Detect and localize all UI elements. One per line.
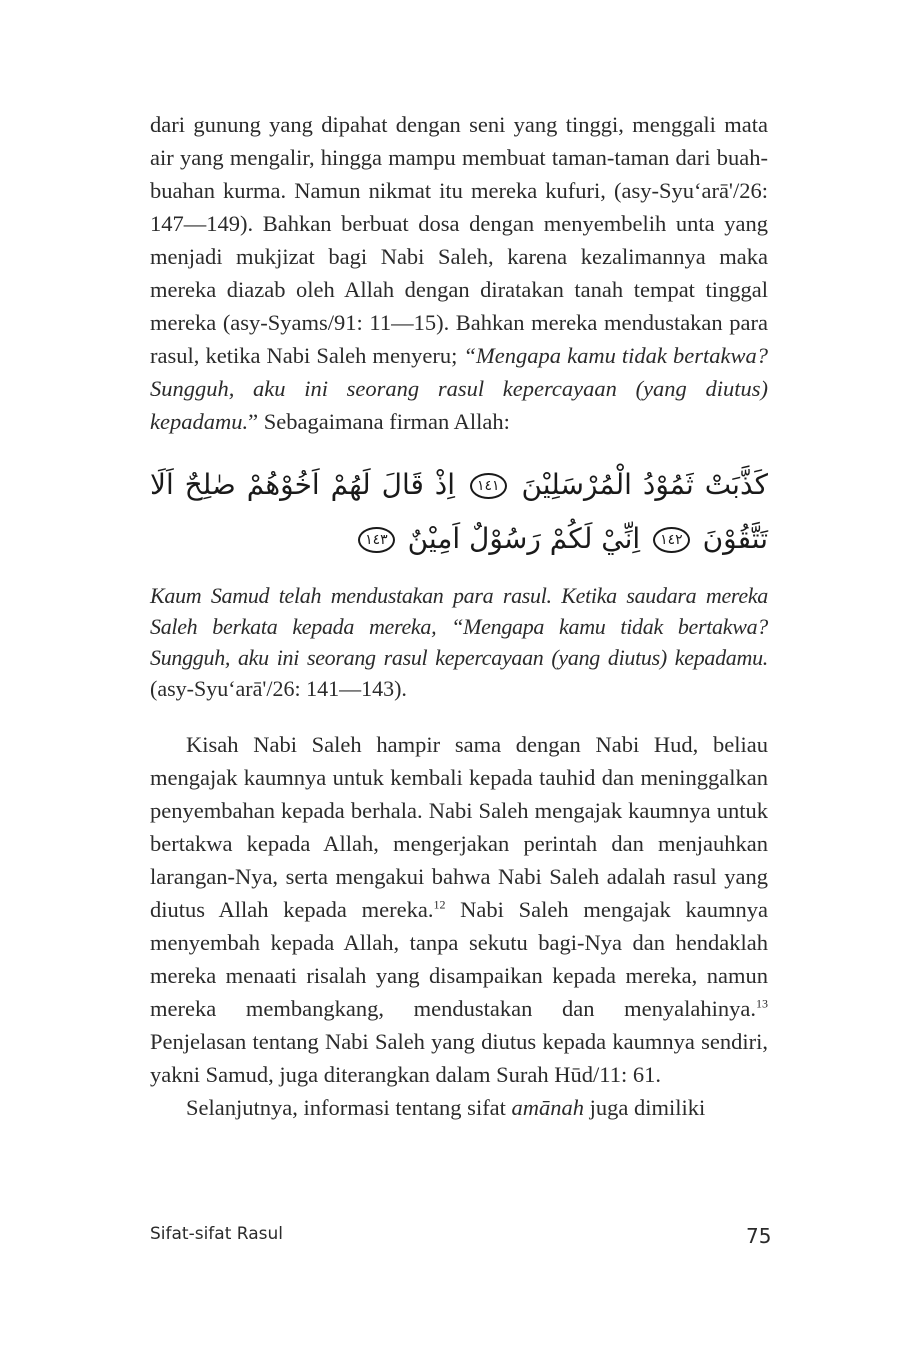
paragraph-3-text-2: juga dimiliki (584, 1095, 706, 1120)
paragraph-1 (150, 108, 768, 438)
paragraph-2-text-1: Kisah Nabi Saleh hampir sama dengan Nabi Hud, beliau mengajak kaumnya untuk kembali kepada tauhid dan meninggalkan penyembahan kepada berhala. Nabi Saleh mengajak kaumnya untuk bertakwa kepada Allah, mengerjakan perintah dan menjauhkan larangan-Nya, serta mengakui bahwa Nabi Saleh adalah rasul yang diutus Allah kepada mereka. (150, 732, 768, 922)
ayah-number-143: ١٤٣ (358, 527, 395, 553)
paragraph-3-text-1: Selanjutnya, informasi tentang sifat (186, 1095, 512, 1120)
paragraph-2-text-3: Penjelasan tentang Nabi Saleh yang diutus kepada kaumnya sendiri, yakni Samud, juga diterangkan dalam Surah Hūd/11: 61. (150, 1029, 768, 1087)
ayah-number-141: ١٤١ (470, 473, 507, 499)
arabic-segment-3: اِنِّيْ لَكُمْ رَسُوْلٌ اَمِيْنٌ (407, 522, 641, 555)
paragraph-2-text-2: Nabi Saleh mengajak kaumnya menyembah kepada Allah, tanpa sekutu bagi-Nya dan hendaklah mereka menaati risalah yang disampaikan kepada mereka, namun mereka membangkang, mendustakan dan menyalahinya. (150, 897, 768, 1021)
page-number: 75 (746, 1224, 772, 1248)
paragraph-3-italic: amānah (511, 1095, 585, 1120)
arabic-verse (150, 458, 768, 566)
ayah-number-142: ١٤٢ (653, 527, 690, 553)
verse-translation (150, 580, 768, 704)
arabic-segment-2: اِذْ قَالَ لَهُمْ اَخُوْهُمْ صٰلِحٌ اَلَا تَتَّقُوْنَ (150, 468, 768, 555)
paragraph-1-quote: “Mengapa kamu tidak bertakwa? Sungguh, aku ini seorang rasul kepercayaan (yang diutus) kepadamu. (150, 343, 768, 434)
paragraph-1-tail: ” Sebagaimana firman Allah: (248, 409, 510, 434)
translation-reference: (asy-Syu‘arā'/26: 141—143). (150, 676, 407, 701)
paragraph-3 (150, 1091, 768, 1124)
paragraph-1-text: dari gunung yang dipahat dengan seni yang tinggi, menggali mata air yang mengalir, hingga mampu membuat taman-taman dari buah-buahan kurma. Namun nikmat itu mereka kufuri, (asy-Syu‘arā'/26: 147—149). Bahkan berbuat dosa dengan menyembelih unta yang menjadi mukjizat bagi Nabi Saleh, karena kezalimannya maka mereka diazab oleh Allah dengan diratakan tanah tempat tinggal mereka (asy-Syams/91: 11—15). Bahkan mereka mendustakan para rasul, ketika Nabi Saleh menyeru; (150, 112, 768, 368)
translation-italic: Kaum Samud telah mendustakan para rasul. Ketika saudara mereka Saleh berkata kepada mereka, “Mengapa kamu tidak bertakwa? Sungguh, aku ini seorang rasul kepercayaan (yang diutus) kepadamu. (150, 583, 768, 670)
footnote-ref-13[interactable]: 13 (756, 996, 768, 1011)
footnote-ref-12[interactable]: 12 (433, 897, 446, 912)
page-body (150, 108, 768, 1124)
arabic-segment-1: كَذَّبَتْ ثَمُوْدُ الْمُرْسَلِيْنَ (521, 468, 769, 501)
running-footer-title: Sifat-sifat Rasul (150, 1224, 283, 1244)
paragraph-2 (150, 728, 768, 1091)
